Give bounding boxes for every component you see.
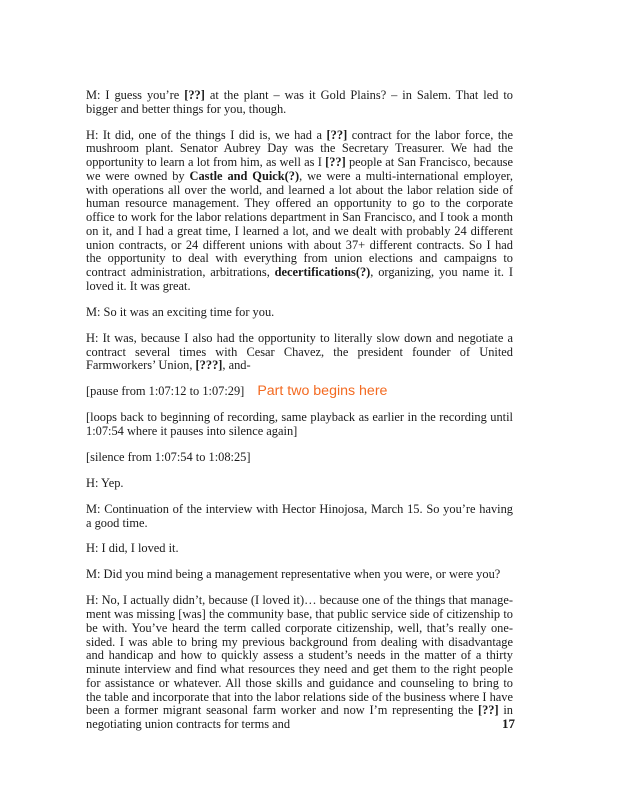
transcript-paragraph-h-community-base <box>86 594 513 732</box>
text-segment: , and- <box>222 358 251 373</box>
text-segment: in negotiating union contracts for terms and <box>86 703 513 732</box>
text-segment: , we were a multi-international employer, with operations all over the world, and learned a lot about the labor relation side of human resource management. They offered an opportunity to go to the corporate office to work for the labor relations department in San Francisco, and I took a month on it, and I had a great time, I learned a lot, and we dealt with probably 24 different union contracts, or 24 different unions with about 37+ different contracts. So I had the opportunity to deal with everything from union elections and campaigns to contract administration, arbitrations, <box>86 168 513 280</box>
transcript-paragraph-m-continuation <box>86 503 513 531</box>
text-segment: people at San Francisco, because we were owned by <box>86 155 513 183</box>
text-segment: [loops back to beginning of recording, same playback as earlier in the recording until 1:07:54 where it pauses into silence again] <box>86 410 513 438</box>
text-segment: at the plant – was it Gold Plains? – in Salem. That led to bigger and better things for you, though. <box>86 88 513 116</box>
transcript-paragraph-m-management-rep <box>86 568 513 582</box>
transcript-paragraph-h-yep <box>86 477 513 491</box>
text-segment: M: Did you mind being a management representative when you were, or were you? <box>86 567 501 582</box>
transcript-paragraph-m-exciting-time <box>86 306 513 320</box>
transcript-paragraph-h-labor-relations <box>86 129 513 294</box>
transcript-paragraph-h-loved-it <box>86 542 513 556</box>
text-segment: , organizing, you name it. I loved it. It was great. <box>86 265 513 293</box>
part-two-annotation: Part two begins here <box>257 383 388 400</box>
text-segment: M: I guess you’re <box>86 88 185 102</box>
text-segment: M: So it was an exciting time for you. <box>86 304 275 319</box>
unclear-marker: [??] <box>477 703 499 718</box>
text-segment: H: No, I actually didn’t, because (I loved it)… because one of the things that management was missing [was] the community base, that public service side of citizenship to be with. You’ve heard the term called corporate citizenship, well, that’s really one-sided. I was able to bring my previous background from dealing with disadvantage and handicap and how to quickly assess a student’s needs in the matter of a thirty minute interview and find what resources they need and get them to the right people for assistance or whatever. All those skills and guidance and counseling to bring to the table and incorporate that into the labor relations side of the business where I have been a former migrant seasonal farm worker and now I’m representing the <box>86 593 513 718</box>
text-segment: [pause from 1:07:12 to 1:07:29] <box>86 384 245 399</box>
unclear-marker: [??] <box>184 88 205 102</box>
page-number: 17 <box>502 716 515 731</box>
unclear-marker: [??] <box>325 155 346 170</box>
text-segment: contract for the labor force, the mushroom plant. Senator Aubrey Day was the Secretary Treasurer. We had the opportunity to learn a lot from him, as well as I <box>86 127 513 170</box>
unclear-marker: [??] <box>326 127 348 142</box>
text-segment: M: Continuation of the interview with Hector Hinojosa, March 15. So you’re having a good time. <box>86 501 513 530</box>
transcript-body <box>86 89 513 744</box>
transcript-note-silence <box>86 451 513 465</box>
uncertain-name: Castle and Quick(?) <box>189 168 300 183</box>
unclear-marker: [???] <box>195 358 223 373</box>
text-segment: H: Yep. <box>86 475 124 490</box>
transcript-note-loops-back <box>86 411 513 439</box>
text-segment: H: I did, I loved it. <box>86 541 179 556</box>
transcript-paragraph-h-cesar-chavez <box>86 332 513 373</box>
transcript-note-pause <box>86 385 513 399</box>
text-segment: H: It was, because I also had the opportunity to literally slow down and negotiate a contract several times with Cesar Chavez, the president founder of United Farmworkers’ Union, <box>86 330 513 373</box>
text-segment: H: It did, one of the things I did is, we had a <box>86 127 327 142</box>
text-segment: [silence from 1:07:54 to 1:08:25] <box>86 449 251 464</box>
transcript-paragraph-m-gold-plains <box>86 89 513 117</box>
uncertain-term: decertifications(?) <box>274 265 371 280</box>
